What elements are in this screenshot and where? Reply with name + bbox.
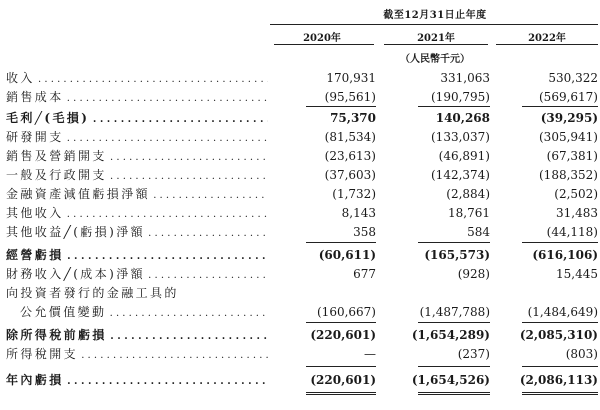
row-label: 一般及行政開支 . . . <box>6 168 268 184</box>
row-label: 年內虧損 . . . <box>6 373 268 389</box>
row-label: 其他收入 . . . <box>6 206 268 222</box>
value-2020: (220,601) <box>310 328 376 342</box>
row-label: 金融資產減值虧損淨額 . . . <box>6 187 268 203</box>
value-2020: 8,143 <box>341 206 376 220</box>
table-row-revenue <box>0 68 600 87</box>
table-row-operating-loss <box>0 245 600 264</box>
table-row-fair-value-change <box>0 302 600 321</box>
subtotal-rule <box>306 106 376 107</box>
table-row-income-tax <box>0 344 600 363</box>
value-2022: (803) <box>565 347 598 361</box>
value-2022: (39,295) <box>540 111 598 125</box>
subtotal-rule <box>522 242 598 243</box>
row-label: 其他收益╱(虧損)淨額 . . . <box>6 225 268 241</box>
value-2020: 677 <box>353 267 376 281</box>
period-heading: 截至12月31日止年度 <box>383 10 487 21</box>
value-2022: (2,085,310) <box>519 328 598 342</box>
value-2022: 31,483 <box>556 206 598 220</box>
subtotal-rule <box>418 106 490 107</box>
value-2021: (142,374) <box>431 168 490 182</box>
period-rule <box>270 24 598 25</box>
table-row-loss-before-tax <box>0 325 600 344</box>
value-2022: (616,106) <box>532 248 598 262</box>
value-2020: (23,613) <box>324 149 376 163</box>
value-2020: — <box>364 347 376 361</box>
value-2020: (60,611) <box>318 248 376 262</box>
year-2022-rule <box>496 44 598 45</box>
value-2021: 331,063 <box>440 71 490 85</box>
row-label: 研發開支 . . . <box>6 130 268 146</box>
subtotal-rule <box>522 366 598 367</box>
year-2021-header: 2021年 <box>417 33 455 44</box>
value-2020: (220,601) <box>310 373 376 387</box>
row-label: 向投資者發行的金融工具的 <box>6 286 179 300</box>
value-2020: (81,534) <box>324 130 376 144</box>
value-2021: 18,761 <box>448 206 490 220</box>
total-double-rule <box>522 392 598 395</box>
table-row-loss-for-year <box>0 370 600 389</box>
value-2022: (44,118) <box>546 225 598 239</box>
value-2020: (95,561) <box>324 90 376 104</box>
year-2021-rule <box>384 44 488 45</box>
year-2020-header: 2020年 <box>303 33 341 44</box>
value-2021: (1,654,526) <box>411 373 490 387</box>
table-row-cost-of-sales <box>0 87 600 106</box>
value-2022: (1,484,649) <box>527 305 598 319</box>
subtotal-rule <box>522 106 598 107</box>
table-row-fair-value-heading <box>0 283 600 302</box>
row-label: 銷售成本 . . . <box>6 90 268 106</box>
table-row-gross-profit <box>0 108 600 127</box>
value-2021: 584 <box>467 225 490 239</box>
value-2021: (1,487,788) <box>419 305 490 319</box>
value-2022: (188,352) <box>539 168 598 182</box>
value-2021: (1,654,289) <box>411 328 490 342</box>
year-2022-header: 2022年 <box>528 33 566 44</box>
table-row-other-gains <box>0 222 600 241</box>
subtotal-rule <box>418 242 490 243</box>
value-2022: (2,086,113) <box>519 373 598 387</box>
table-row-finance-income <box>0 264 600 283</box>
row-label: 銷售及營銷開支 . . . <box>6 149 268 165</box>
table-row-admin-expenses <box>0 165 600 184</box>
subtotal-rule <box>306 242 376 243</box>
value-2021: 140,268 <box>435 111 490 125</box>
value-2022: (67,381) <box>546 149 598 163</box>
row-label: 公允價值變動 . . . <box>20 305 268 321</box>
row-label: 毛利╱(毛損) . . . <box>6 111 268 127</box>
total-double-rule <box>418 392 490 395</box>
value-2020: 358 <box>353 225 376 239</box>
table-row-other-income <box>0 203 600 222</box>
value-2022: (305,941) <box>539 130 598 144</box>
total-double-rule <box>306 392 376 395</box>
value-2022: (2,502) <box>554 187 598 201</box>
value-2020: 75,370 <box>330 111 376 125</box>
value-2020: (1,732) <box>332 187 376 201</box>
value-2021: (928) <box>457 267 490 281</box>
row-label: 經營虧損 . . . <box>6 248 268 264</box>
value-2021: (133,037) <box>431 130 490 144</box>
subtotal-rule <box>418 322 490 323</box>
value-2021: (237) <box>457 347 490 361</box>
table-row-rnd-expenses <box>0 127 600 146</box>
value-2021: (46,891) <box>438 149 490 163</box>
subtotal-rule <box>418 366 490 367</box>
value-2022: 15,445 <box>556 267 598 281</box>
table-row-impairment <box>0 184 600 203</box>
year-2020-rule <box>274 44 374 45</box>
row-label: 財務收入╱(成本)淨額 . . . <box>6 267 268 283</box>
unit-label: （人民幣千元） <box>400 54 470 65</box>
value-2021: (165,573) <box>424 248 490 262</box>
subtotal-rule <box>306 366 376 367</box>
row-label: 除所得稅前虧損 . . . <box>6 328 268 344</box>
table-row-selling-expenses <box>0 146 600 165</box>
row-label: 收入 . . . <box>6 71 268 87</box>
value-2020: (37,603) <box>324 168 376 182</box>
value-2020: (160,667) <box>317 305 376 319</box>
value-2021: (2,884) <box>446 187 490 201</box>
subtotal-rule <box>306 322 376 323</box>
value-2022: (569,617) <box>539 90 598 104</box>
row-label: 所得稅開支 . . . <box>6 347 268 363</box>
value-2020: 170,931 <box>326 71 376 85</box>
value-2022: 530,322 <box>548 71 598 85</box>
subtotal-rule <box>522 322 598 323</box>
value-2021: (190,795) <box>431 90 490 104</box>
